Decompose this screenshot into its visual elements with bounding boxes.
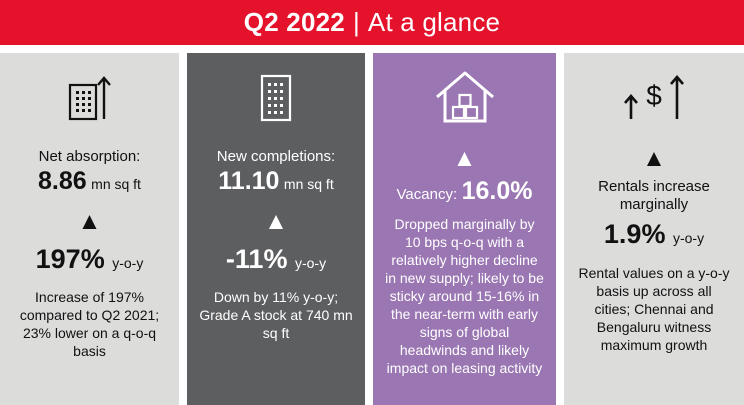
new-completions-description: Down by 11% y-o-y; Grade A stock at 740 mn sq ft bbox=[199, 289, 353, 341]
vacancy-label: Vacancy: bbox=[396, 186, 458, 203]
trend-up-icon: ▲ bbox=[264, 208, 288, 235]
net-absorption-unit: mn sq ft bbox=[91, 176, 141, 192]
building-arrow-up-icon bbox=[66, 75, 114, 121]
net-absorption-value: 8.86 bbox=[38, 167, 87, 195]
trend-up-icon: ▲ bbox=[642, 145, 666, 172]
header-title-rest: At a glance bbox=[367, 7, 501, 37]
new-completions-value-row bbox=[187, 167, 365, 196]
header-separator: | bbox=[352, 7, 360, 37]
panel-net-absorption bbox=[0, 53, 179, 405]
vacancy-description: Dropped marginally by 10 bps q-o-q with a relatively higher decline in new supply; likely to be sticky around 15-16% in the near-term with early signs of global headwinds and likely impact on leasing activity bbox=[385, 216, 544, 376]
rentals-description: Rental values on a y-o-y basis up across all cities; Chennai and Bengaluru witness maximum growth bbox=[578, 265, 730, 353]
new-completions-change-row bbox=[187, 244, 365, 275]
rentals-change-row bbox=[564, 219, 744, 250]
panel-vacancy bbox=[373, 53, 556, 405]
new-completions-change: -11% bbox=[225, 244, 288, 274]
header-banner bbox=[0, 0, 744, 45]
new-completions-unit: mn sq ft bbox=[283, 176, 334, 192]
rentals-label: Rentals increase marginally bbox=[598, 178, 710, 213]
net-absorption-description: Increase of 197% compared to Q2 2021; 23% lower on a q-o-q basis bbox=[19, 289, 160, 359]
svg-text:$: $ bbox=[646, 80, 662, 111]
new-completions-change-suffix: y-o-y bbox=[294, 255, 327, 271]
net-absorption-label: Net absorption: bbox=[38, 148, 141, 165]
rentals-change-suffix: y-o-y bbox=[672, 230, 705, 246]
new-completions-value: 11.10 bbox=[218, 167, 280, 195]
building-icon bbox=[259, 73, 293, 123]
net-absorption-change: 197% bbox=[35, 244, 105, 274]
net-absorption-change-row bbox=[0, 244, 179, 275]
vacancy-value: 16.0% bbox=[461, 177, 533, 205]
new-completions-label: New completions: bbox=[216, 148, 336, 165]
house-boxes-icon bbox=[433, 69, 497, 125]
panel-new-completions bbox=[187, 53, 365, 405]
trend-up-icon: ▲ bbox=[77, 208, 102, 235]
trend-up-icon: ▲ bbox=[452, 145, 477, 172]
rentals-change: 1.9% bbox=[603, 219, 666, 249]
rental-arrows-icon bbox=[621, 73, 687, 123]
header-title-bold: Q2 2022 bbox=[243, 7, 345, 37]
net-absorption-change-suffix: y-o-y bbox=[112, 255, 144, 271]
net-absorption-value-row bbox=[0, 167, 179, 196]
vacancy-row bbox=[373, 177, 556, 206]
panel-rentals bbox=[564, 53, 744, 405]
